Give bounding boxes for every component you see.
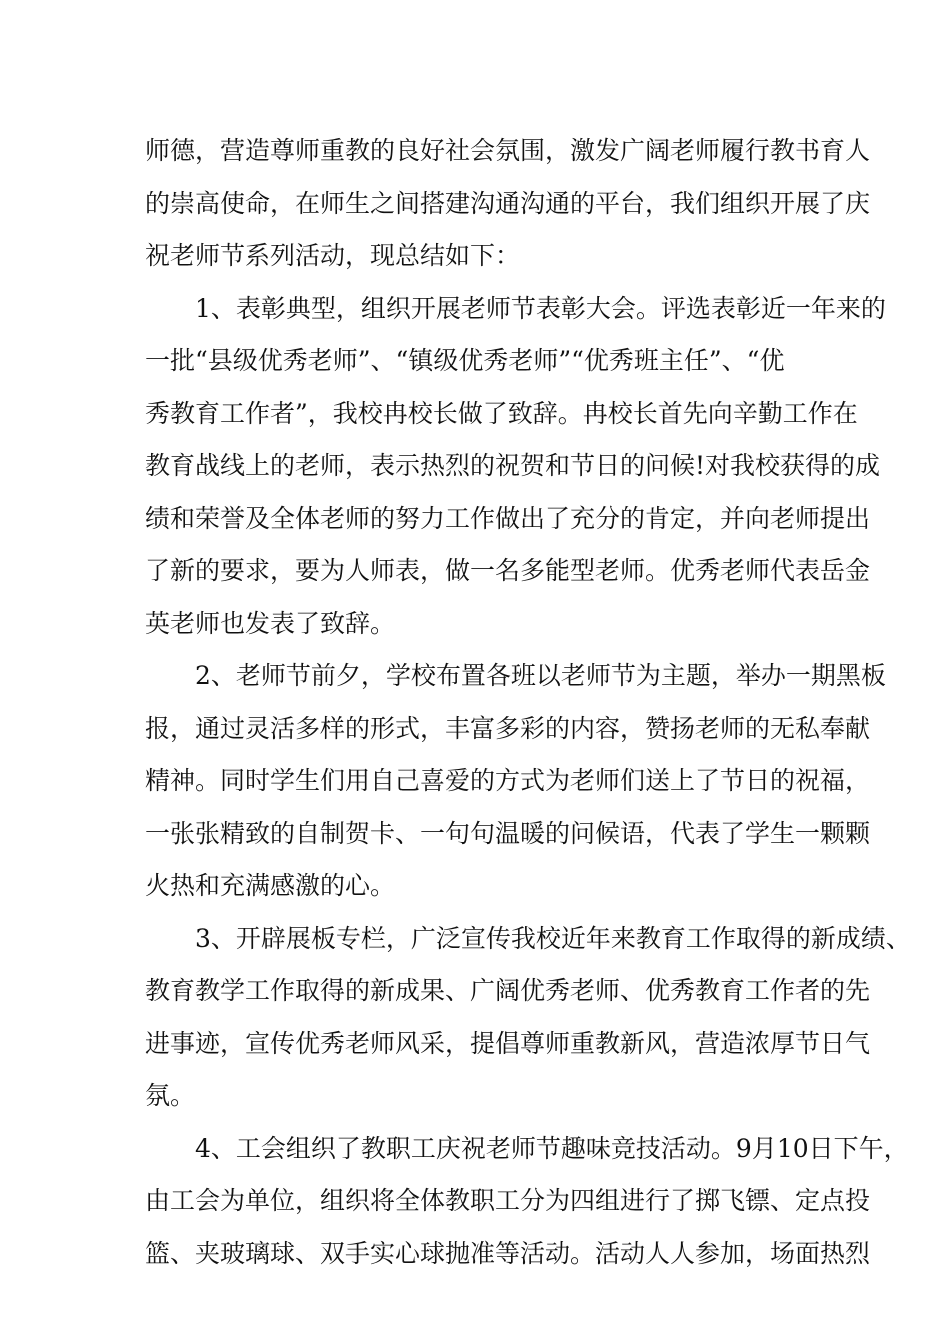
text-line: 了新的要求，要为人师表，做一名多能型老师。优秀老师代表岳金 bbox=[145, 556, 871, 585]
text-line: 3、开辟展板专栏，广泛宣传我校近年来教育工作取得的新成绩、 bbox=[195, 923, 911, 953]
text-line: 1、表彰典型，组织开展老师节表彰大会。评选表彰近一年来的 bbox=[195, 293, 886, 323]
paragraph bbox=[145, 913, 911, 1123]
text-line: 火热和充满感激的心。 bbox=[145, 871, 396, 900]
text-line: 师德，营造尊师重教的良好社会氛围，激发广阔老师履行教书育人 bbox=[145, 136, 871, 165]
text-line: 一批“县级优秀老师”、“镇级优秀老师”“优秀班主任”、“优 bbox=[145, 346, 785, 375]
text-line: 4、工会组织了教职工庆祝老师节趣味竞技活动。9月10日下午， bbox=[195, 1133, 909, 1163]
text-line: 报，通过灵活多样的形式，丰富多彩的内容，赞扬老师的无私奉献 bbox=[145, 713, 871, 743]
text-line: 教育教学工作取得的新成果、广阔优秀老师、优秀教育工作者的先 bbox=[145, 976, 871, 1005]
text-line: 祝老师节系列活动，现总结如下： bbox=[145, 241, 521, 270]
text-line: 秀教育工作者”，我校冉校长做了致辞。冉校长首先向辛勤工作在 bbox=[145, 398, 858, 428]
text-line: 绩和荣誉及全体老师的努力工作做出了充分的肯定，并向老师提出 bbox=[145, 503, 871, 533]
paragraph bbox=[145, 125, 871, 283]
text-line: 教育战线上的老师，表示热烈的祝贺和节日的问候!对我校获得的成 bbox=[145, 451, 881, 480]
text-line: 一张张精致的自制贺卡、一句句温暖的问候语，代表了学生一颗颗 bbox=[145, 818, 871, 848]
text-line: 英老师也发表了致辞。 bbox=[145, 608, 396, 638]
text-line: 篮、夹玻璃球、双手实心球抛准等活动。活动人人参加，场面热烈 bbox=[145, 1238, 871, 1268]
document-body bbox=[145, 125, 911, 1280]
text-line: 精神。同时学生们用自己喜爱的方式为老师们送上了节日的祝福， bbox=[145, 766, 871, 795]
text-line: 进事迹，宣传优秀老师风采，提倡尊师重教新风，营造浓厚节日气 bbox=[145, 1028, 871, 1058]
paragraph bbox=[145, 650, 886, 913]
text-line: 氛。 bbox=[145, 1081, 196, 1110]
text-line: 2、老师节前夕，学校布置各班以老师节为主题，举办一期黑板 bbox=[195, 661, 886, 690]
text-line: 的崇高使命，在师生之间搭建沟通沟通的平台，我们组织开展了庆 bbox=[145, 188, 871, 218]
paragraph bbox=[145, 283, 886, 651]
text-line: 由工会为单位，组织将全体教职工分为四组进行了掷飞镖、定点投 bbox=[145, 1186, 871, 1215]
paragraph bbox=[145, 1123, 909, 1281]
